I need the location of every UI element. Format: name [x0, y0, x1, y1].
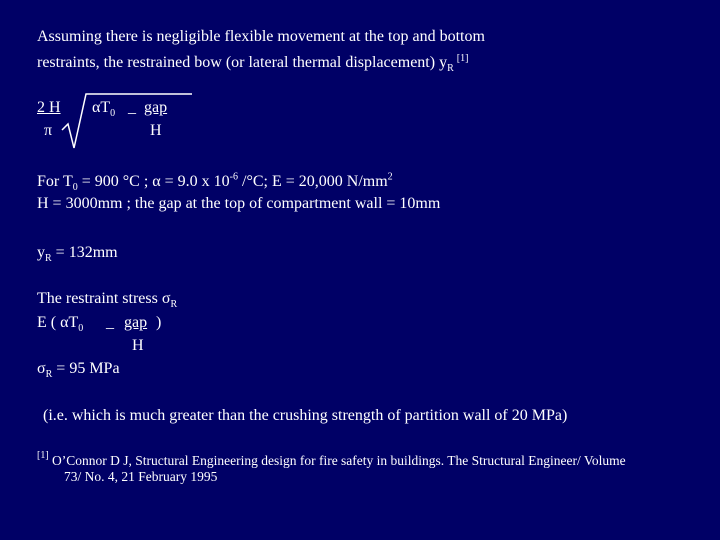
formula-minus: _: [128, 99, 136, 116]
stress-result: $\sigma_R = 95$ MPa: [37, 360, 120, 381]
stress-minus: _: [106, 314, 114, 331]
formula-pi: π: [44, 122, 53, 139]
formula-h: H: [150, 122, 162, 139]
stress-h: H: [132, 337, 144, 354]
footnote-line-1: O’Connor D J, Structural Engineering design for fire safety in buildings. The Structural Engineer/ Volume: [52, 453, 626, 468]
formula-alpha-t0: $\alpha T_0$: [92, 99, 116, 120]
stress-gap: gap: [124, 314, 148, 331]
note-text: (i.e. which is much greater than the crushing strength of partition wall of 20 MPa): [43, 407, 568, 424]
intro-line-1: Assuming there is negligible flexible movement at the top and bottom: [37, 28, 485, 45]
given-line-2: H = 3000mm ; the gap at the top of compartment wall = 10mm: [37, 195, 441, 212]
stress-label: The restraint stress $\sigma_R$: [37, 290, 178, 311]
yr-result: $y_R = 132mm$: [37, 244, 118, 265]
formula-gap: gap: [144, 99, 168, 116]
footnote-line-2: 73/ No. 4, 21 February 1995: [64, 469, 218, 484]
given-line-1: For $T_0 = 900$ °C ; α = 9.0 x $10^{-6}$ /°C; E = 20,000 $N/mm^2$: [37, 171, 393, 194]
stress-expression: E ( $\alpha T_0$: [37, 314, 84, 335]
formula-2h: 2 H: [37, 99, 61, 116]
footnote-mark: [1]: [37, 450, 49, 461]
intro-line-2: restraints, the restrained bow (or lateral thermal displacement) $y_R[1]$: [37, 52, 469, 75]
stress-close-paren: ): [156, 314, 162, 331]
